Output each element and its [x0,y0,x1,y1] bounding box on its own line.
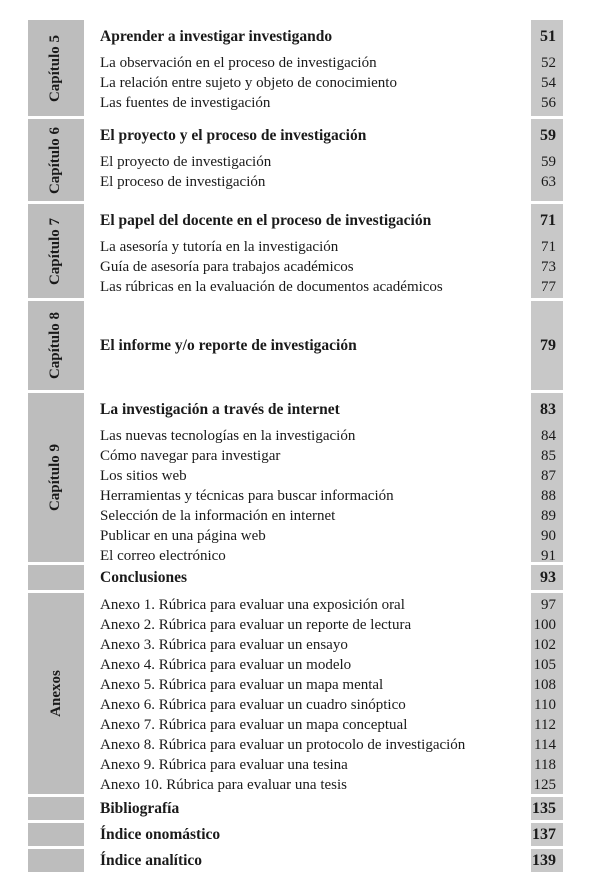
entry-title: Anexo 3. Rúbrica para evaluar un ensayo [100,637,348,653]
entry-page-number: 91 [541,548,556,564]
entry-page-number: 102 [533,637,556,653]
toc-section [0,393,600,562]
toc-entry-row [0,172,600,192]
entry-title: Anexo 5. Rúbrica para evaluar un mapa mental [100,677,384,693]
entry-page-number: 79 [540,337,556,354]
entry-title: El informe y/o reporte de investigación [100,337,357,354]
toc-entry-row [0,546,600,566]
entry-title: Las rúbricas en la evaluación de documentos académicos [100,279,443,295]
entry-page-number: 105 [533,657,556,673]
toc-section [0,849,600,872]
entry-title: Selección de la información en internet [100,508,336,524]
entry-title: El proceso de investigación [100,174,266,190]
entry-title: La observación en el proceso de investigación [100,55,377,71]
toc-entry-row [0,426,600,446]
toc-entry-row [0,635,600,655]
entry-title: Conclusiones [100,569,187,586]
toc-entry-row [0,237,600,257]
entry-title: Aprender a investigar investigando [100,28,333,45]
entry-page-number: 59 [540,127,556,144]
section-label-text: Capítulo 5 [47,34,64,102]
toc-section [0,119,600,201]
entry-page-number: 89 [541,508,556,524]
entry-page-number: 110 [534,697,556,713]
entry-page-number: 90 [541,528,556,544]
entry-title: Índice onomástico [100,826,221,843]
toc-entry-row [0,755,600,775]
entry-page-number: 77 [541,279,556,295]
toc-section [0,20,600,116]
entry-page-number: 137 [532,826,556,843]
toc-section [0,301,600,390]
toc-entry-row [0,675,600,695]
entry-page-number: 135 [532,800,556,817]
toc-entry-row [0,466,600,486]
entry-title: Los sitios web [100,468,187,484]
entry-page-number: 51 [540,28,556,45]
entry-title: Las fuentes de investigación [100,95,271,111]
entry-page-number: 100 [533,617,556,633]
entry-title: Anexo 6. Rúbrica para evaluar un cuadro sinóptico [100,697,406,713]
entry-page-number: 125 [533,777,556,793]
toc-entry-row [0,655,600,675]
toc-heading-row [0,568,600,588]
toc-entry-row [0,615,600,635]
entry-page-number: 97 [541,597,556,613]
entry-page-number: 108 [533,677,556,693]
toc-entry-row [0,446,600,466]
entry-page-number: 52 [541,55,556,71]
entry-page-number: 71 [540,212,556,229]
entry-page-number: 59 [541,154,556,170]
entry-page-number: 73 [541,259,556,275]
toc-entry-row [0,93,600,113]
toc-entry-row [0,53,600,73]
toc-heading-row [0,336,600,356]
toc-section [0,565,600,590]
entry-title: Anexo 7. Rúbrica para evaluar un mapa conceptual [100,717,408,733]
entry-page-number: 84 [541,428,556,444]
toc-entry-row [0,526,600,546]
toc-heading-row [0,799,600,819]
entry-title: Anexo 4. Rúbrica para evaluar un modelo [100,657,352,673]
toc-heading-row [0,211,600,231]
toc-section [0,593,600,794]
entry-title: El proyecto y el proceso de investigación [100,127,367,144]
toc-entry-row [0,715,600,735]
entry-title: Anexo 2. Rúbrica para evaluar un reporte de lectura [100,617,412,633]
entry-title: Herramientas y técnicas para buscar información [100,488,394,504]
entry-page-number: 112 [534,717,556,733]
toc-heading-row [0,825,600,845]
entry-title: Anexo 10. Rúbrica para evaluar una tesis [100,777,347,793]
entry-page-number: 54 [541,75,556,91]
entry-title: Guía de asesoría para trabajos académicos [100,259,354,275]
toc-heading-row [0,851,600,871]
entry-title: Anexo 9. Rúbrica para evaluar una tesina [100,757,348,773]
toc-heading-row [0,400,600,420]
entry-title: La relación entre sujeto y objeto de conocimiento [100,75,397,91]
entry-title: Bibliografía [100,800,180,817]
entry-title: La asesoría y tutoría en la investigación [100,239,339,255]
toc-section [0,823,600,846]
toc-entry-row [0,277,600,297]
toc-heading-row [0,27,600,47]
toc-entry-row [0,695,600,715]
entry-page-number: 93 [540,569,556,586]
section-label-text: Capítulo 6 [47,126,64,194]
toc-heading-row [0,126,600,146]
entry-page-number: 87 [541,468,556,484]
entry-title: Publicar en una página web [100,528,266,544]
toc-entry-row [0,775,600,795]
section-label-text: Capítulo 7 [47,217,64,285]
entry-title: Índice analítico [100,852,203,869]
toc-entry-row [0,73,600,93]
entry-title: La investigación a través de internet [100,401,340,418]
toc-entry-row [0,595,600,615]
entry-page-number: 118 [534,757,556,773]
toc-entry-row [0,257,600,277]
toc-section [0,797,600,820]
toc-section [0,204,600,298]
entry-title: Cómo navegar para investigar [100,448,281,464]
entry-title: Las nuevas tecnologías en la investigación [100,428,356,444]
entry-title: El proyecto de investigación [100,154,272,170]
entry-title: El correo electrónico [100,548,226,564]
toc-entry-row [0,506,600,526]
section-label-text: Capítulo 9 [47,443,64,512]
entry-title: El papel del docente en el proceso de investigación [100,212,432,229]
entry-page-number: 88 [541,488,556,504]
entry-page-number: 56 [541,95,556,111]
entry-page-number: 114 [534,737,556,753]
entry-title: Anexo 8. Rúbrica para evaluar un protocolo de investigación [100,737,466,753]
toc-entry-row [0,486,600,506]
entry-page-number: 83 [540,401,556,418]
entry-page-number: 139 [532,852,556,869]
toc-entry-row [0,152,600,172]
section-label-text: Capítulo 8 [47,311,64,380]
entry-page-number: 63 [541,174,556,190]
entry-page-number: 71 [541,239,556,255]
entry-page-number: 85 [541,448,556,464]
toc-entry-row [0,735,600,755]
section-label-text: Anexos [47,670,64,717]
entry-title: Anexo 1. Rúbrica para evaluar una exposición oral [100,597,405,613]
